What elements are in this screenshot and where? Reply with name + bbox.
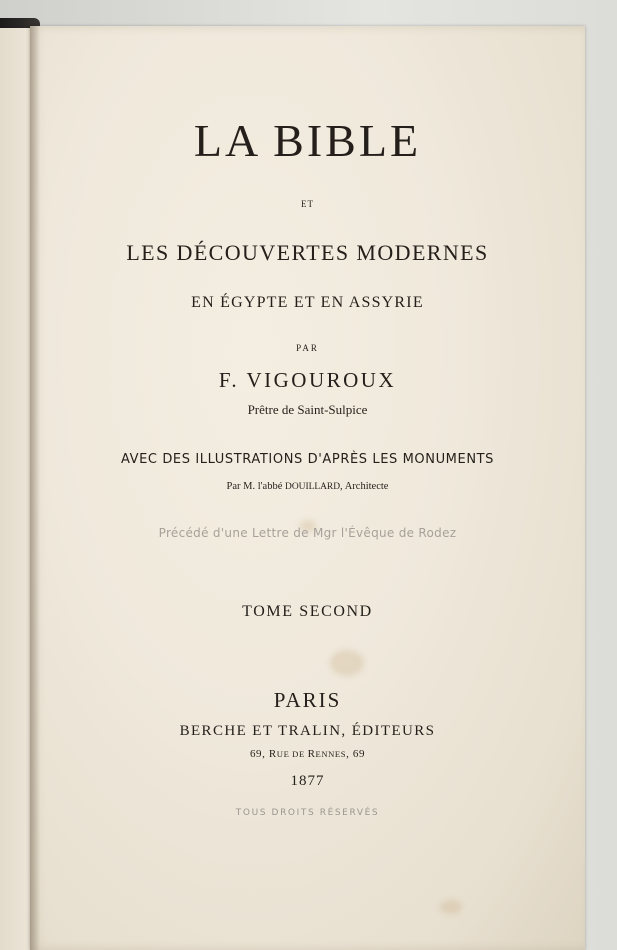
publication-city: PARIS <box>273 688 342 712</box>
paper-stain <box>440 900 462 914</box>
book-subtitle-region: EN ÉGYPTE ET EN ASSYRIE <box>191 294 424 311</box>
illustrator-suffix: , Architecte <box>340 481 389 492</box>
author-name: F. VIGOUROUX <box>218 368 397 392</box>
publication-year: 1877 <box>290 773 325 789</box>
title-conjunction: ET <box>301 199 314 209</box>
street-rest: UE DE <box>276 749 308 759</box>
address-number-left: 69, <box>249 748 266 760</box>
illustrations-note: AVEC DES ILLUSTRATIONS D'APRÈS LES MONUMENTS <box>120 452 495 467</box>
author-role: Prêtre de Saint-Sulpice <box>247 402 368 417</box>
address-number-right: , 69 <box>346 748 366 760</box>
author-preposition: PAR <box>296 343 319 353</box>
paper-stain <box>330 650 364 676</box>
volume-label: TOME SECOND <box>242 603 373 620</box>
publisher-address <box>30 748 585 760</box>
illustrator-credit <box>30 481 585 492</box>
illustrator-name: DOUILLARD <box>285 482 341 492</box>
book-title: LA BIBLE <box>193 115 422 166</box>
city-initial: R <box>307 748 316 760</box>
illustrator-prefix: Par M. l'abbé <box>226 481 285 492</box>
city-rest: ENNES <box>315 749 347 759</box>
rights-notice: TOUS DROITS RÉSERVÉS <box>235 808 380 818</box>
book-subtitle: LES DÉCOUVERTES MODERNES <box>126 240 489 265</box>
publisher-name: BERCHE ET TRALIN, ÉDITEURS <box>179 723 436 739</box>
preface-letter-note: Précédé d'une Lettre de Mgr l'Évêque de Rodez <box>158 526 457 540</box>
street-initial: R <box>268 748 277 760</box>
